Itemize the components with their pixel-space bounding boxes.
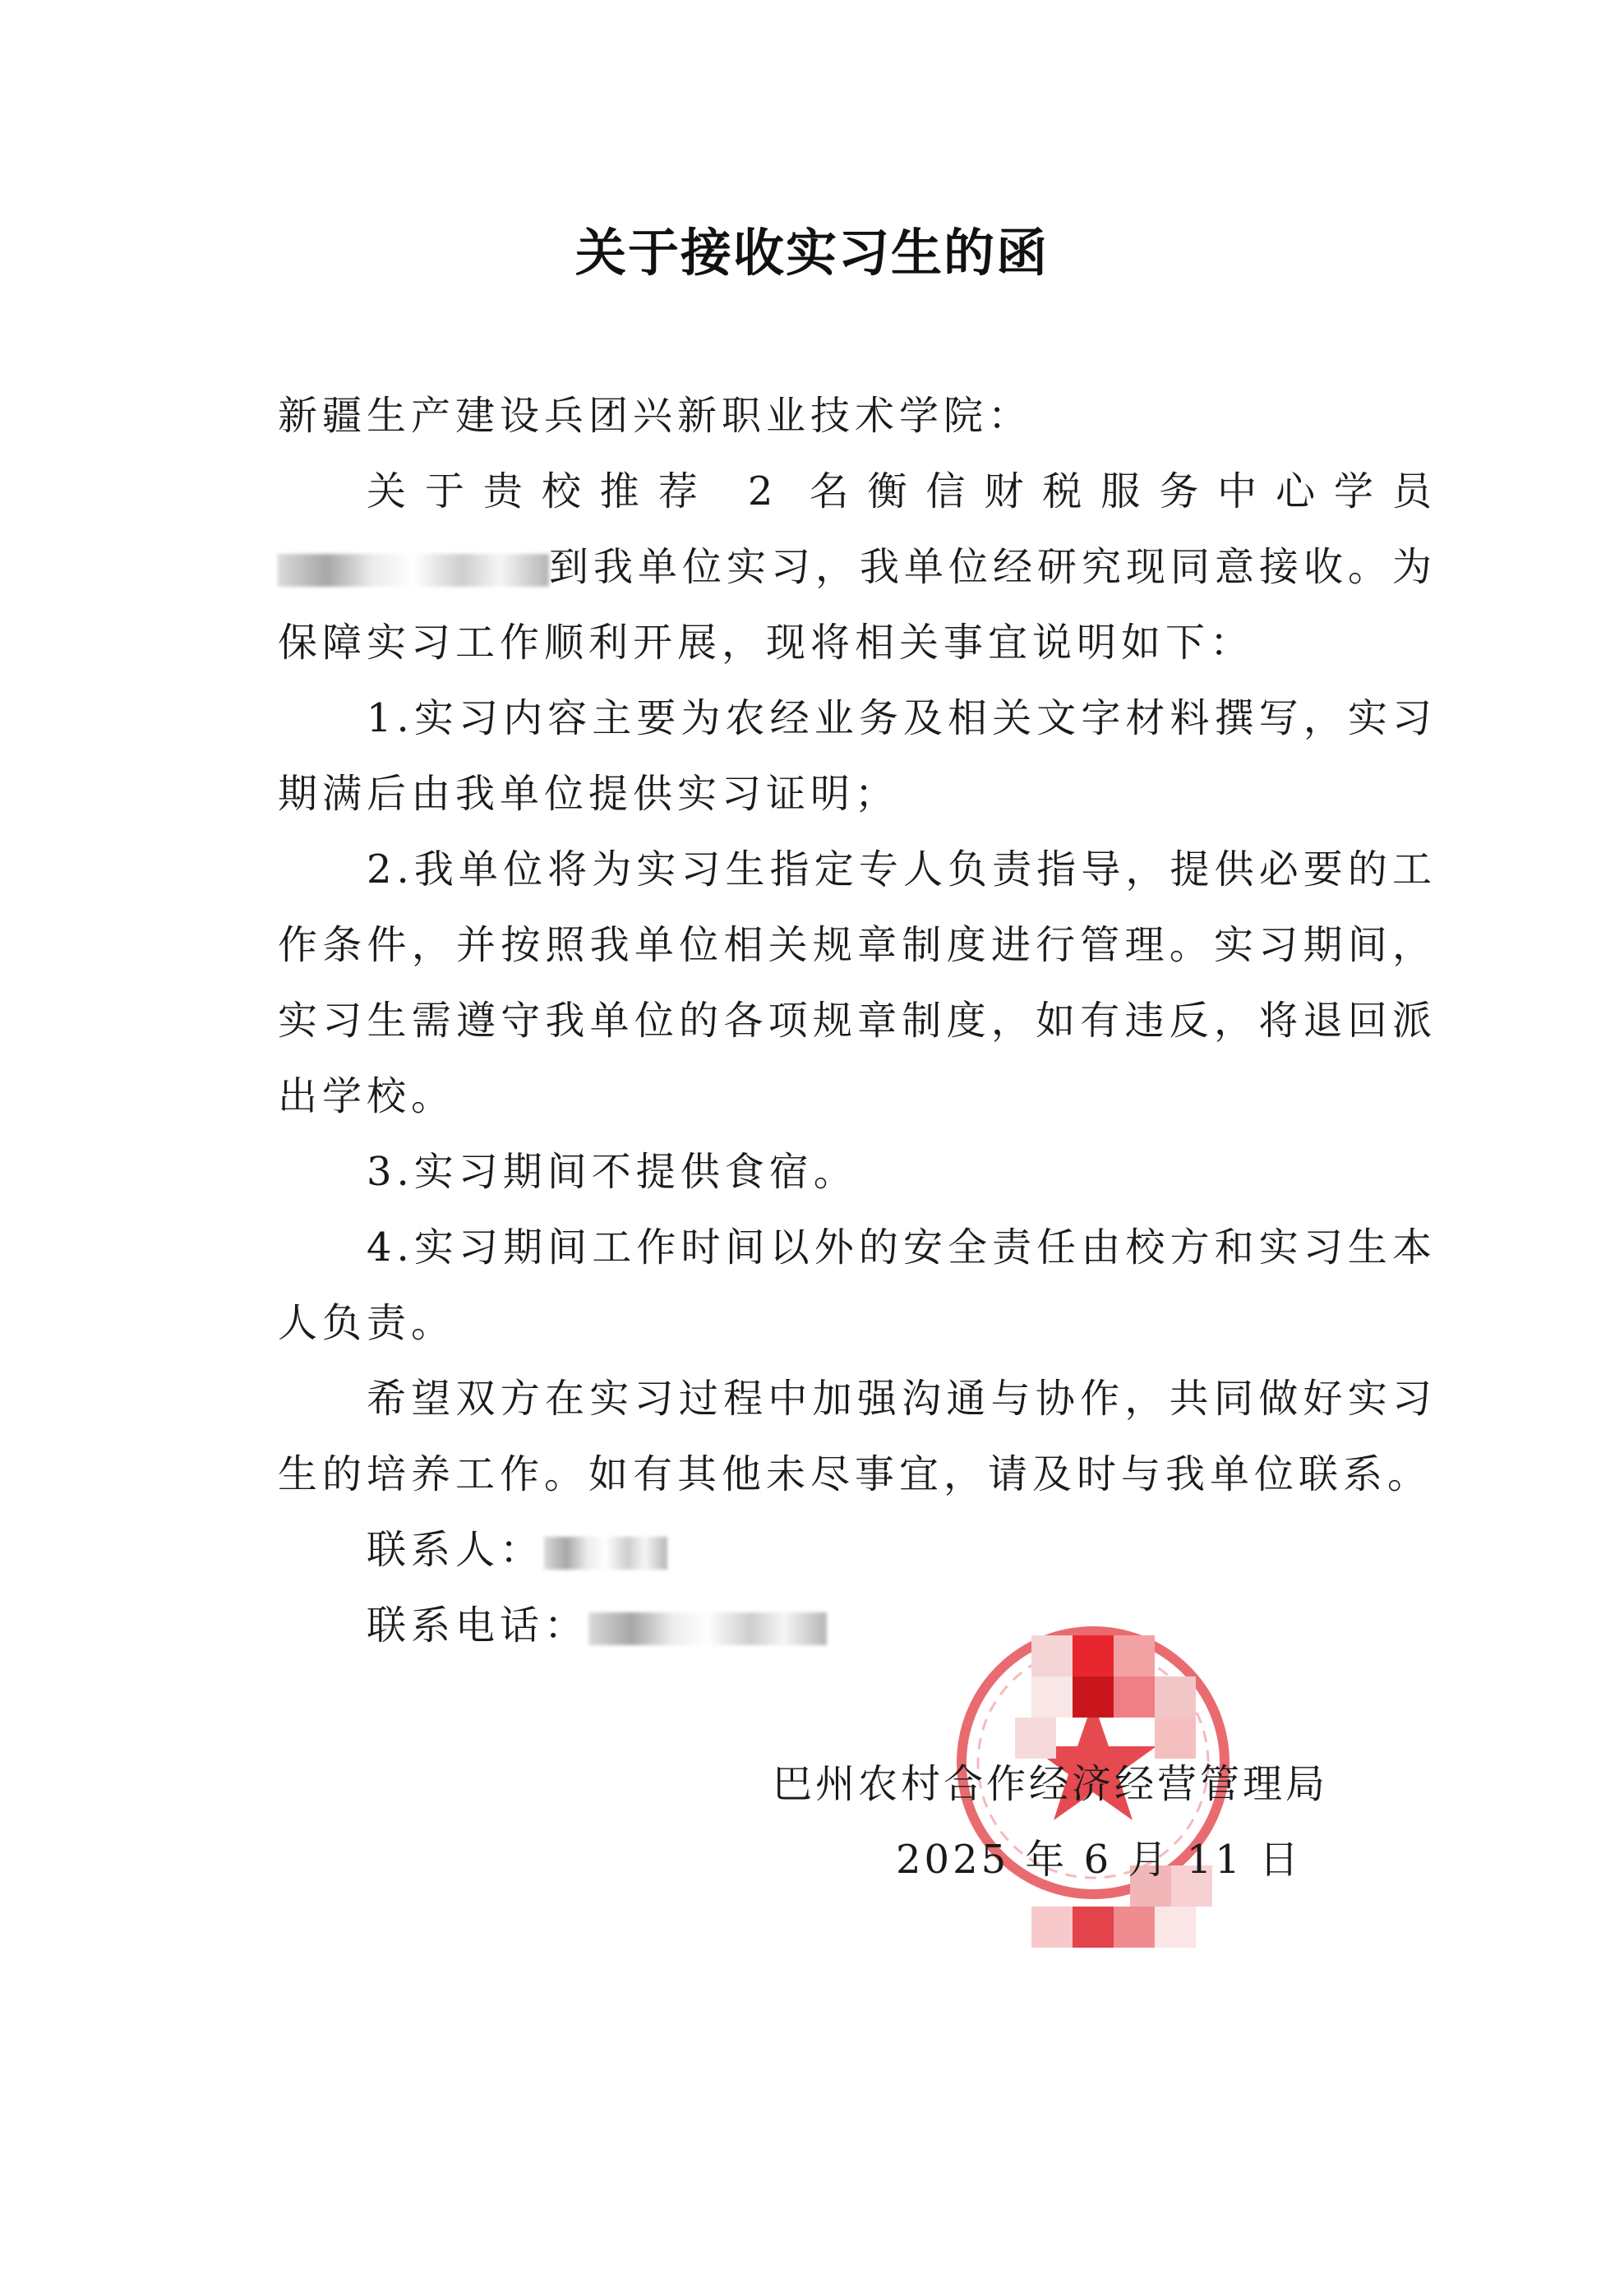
redacted-contact-name xyxy=(544,1537,667,1570)
redacted-contact-phone xyxy=(588,1612,827,1645)
closing-paragraph: 希望双方在实习过程中加强沟通与协作，共同做好实习生的培养工作。如有其他未尽事宜，请及时与我单位联系。 xyxy=(278,1376,1437,1497)
signature-block xyxy=(773,1746,1348,1898)
item-2: 2.我单位将为实习生指定专人负责指导，提供必要的工作条件，并按照我单位相关规章制度进行管理。实习期间，实习生需遵守我单位的各项规章制度，如有违反，将退回派出学校。 xyxy=(278,846,1437,1119)
contact-phone-line xyxy=(278,1588,1437,1663)
contact-person-label: 联系人： xyxy=(367,1527,545,1573)
issuer-name: 巴州农村合作经济经营管理局 xyxy=(773,1761,1329,1807)
issue-date: 2025 年 6 月 11 日 xyxy=(896,1837,1303,1883)
contact-phone-label: 联系电话： xyxy=(367,1602,589,1649)
item-4: 4.实习期间工作时间以外的安全责任由校方和实习生本人负责。 xyxy=(278,1224,1437,1346)
item-1: 1.实习内容主要为农经业务及相关文字材料撰写，实习期满后由我单位提供实习证明； xyxy=(278,695,1437,817)
letter-body xyxy=(278,378,1437,1663)
intro-text-start: 关于贵校推荐 2 名衡信财税服务中心学员 xyxy=(367,468,1437,514)
document-title: 关于接收实习生的函 xyxy=(574,223,1049,283)
item-3: 3.实习期间不提供食宿。 xyxy=(367,1149,858,1195)
intro-paragraph xyxy=(278,454,1437,680)
intro-text-end: 到我单位实习，我单位经研究现同意接收。为保障实习工作顺利开展，现将相关事宜说明如下： xyxy=(278,544,1437,666)
redacted-student-names xyxy=(278,554,549,587)
salutation: 新疆生产建设兵团兴新职业技术学院： xyxy=(278,393,1033,439)
contact-person-line xyxy=(278,1512,1437,1588)
